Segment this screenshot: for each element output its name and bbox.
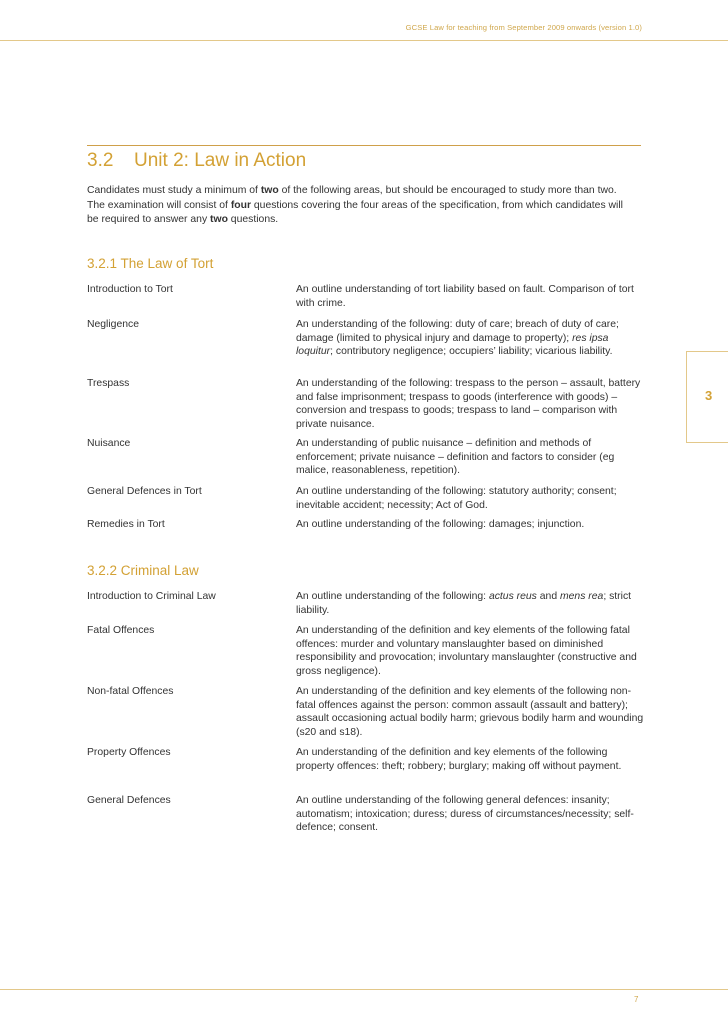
header-rule [0,40,728,41]
topic-label: General Defences in Tort [87,486,202,497]
section-number: 3.2 [87,150,114,171]
topic-label: Non-fatal Offences [87,686,174,697]
topic-description: An understanding of the definition and key elements of the following property offences: theft; robbery; burglary; making off without payment. [296,747,622,772]
intro-text: questions. [227,214,279,225]
topic-label: General Defences [87,795,171,806]
topic-description: An understanding of the definition and key elements of the following non-fatal offences against the person: common assault (assault and battery); assault occasioning actual bodily harm; grievous bodily harm and wounding (s20 and s18). [296,686,644,738]
desc-text: ; strict liability. [296,591,632,616]
topic-label: Remedies in Tort [87,519,165,530]
intro-bold: two [260,185,279,196]
page-number: 7 [634,995,639,1004]
desc-text: An understanding of the following: duty of care; breach of duty of care; damage (limited to physical injury and damage to property); [296,319,619,344]
topic-label: Introduction to Criminal Law [87,591,216,602]
topic-description: An understanding of the following: trespass to the person – assault, battery and false imprisonment; trespass to goods (interference with goods) – conversion and trespass to goods; trespass to land – comparison with private nuisance. [296,378,641,430]
intro-bold: two [210,214,228,225]
topic-description: An understanding of public nuisance – definition and methods of enforcement; private nuisance – definition and factors to consider (eg malice, reasonableness, repetition). [296,438,615,477]
intro-bold: four [230,199,252,211]
desc-text: and [536,591,560,602]
topic-label: Trespass [87,378,130,389]
section-tab-label: 3 [705,388,713,403]
subsection-heading-tort: 3.2.1 The Law of Tort [87,256,214,271]
topic-description: An understanding of the definition and key elements of the following fatal offences: murder and voluntary manslaughter based on diminished responsibility and provocation; involuntary manslaughter (constructive and gross negligence). [296,625,637,677]
topic-description: An outline understanding of the following: statutory authority; consent; inevitable accident; necessity; Act of God. [296,486,617,511]
intro-text: of the following areas, but should be encouraged to study more than two. The examination will consist of [87,185,617,211]
section-heading [87,150,306,172]
section-tab [686,351,728,443]
desc-text: ; contributory negligence; occupiers’ liability; vicarious liability. [330,346,613,358]
topic-description: An outline understanding of the following: damages; injunction. [296,519,585,530]
intro-text: questions covering the four areas of the specification, from which candidates will be required to answer any [87,199,623,225]
topic-description [296,318,646,359]
section-title: Unit 2: Law in Action [134,150,307,171]
topic-label: Fatal Offences [87,625,155,636]
footer-rule [0,989,728,990]
topic-label: Negligence [87,319,139,330]
desc-text: An outline understanding of the following: [296,591,489,602]
topic-description: An outline understanding of tort liability based on fault. Comparison of tort with crime. [296,284,634,309]
topic-label: Property Offences [87,747,171,758]
desc-italic: mens rea [560,591,604,602]
topic-description [296,590,646,617]
topic-label: Nuisance [87,438,131,449]
topic-label: Introduction to Tort [87,284,173,295]
desc-italic: actus reus [488,591,537,602]
desc-italic: res ipsa loquitur [296,332,609,358]
topic-description: An outline understanding of the following general defences: insanity; automatism; intoxication; duress; duress of circumstances/necessity; self-defence; consent. [296,795,634,834]
subsection-heading-criminal: 3.2.2 Criminal Law [87,563,199,578]
intro-text: Candidates must study a minimum of [87,185,261,196]
intro-paragraph [87,184,627,228]
section-rule [87,145,641,146]
running-header: GCSE Law for teaching from September 2009 onwards (version 1.0) [405,23,642,32]
